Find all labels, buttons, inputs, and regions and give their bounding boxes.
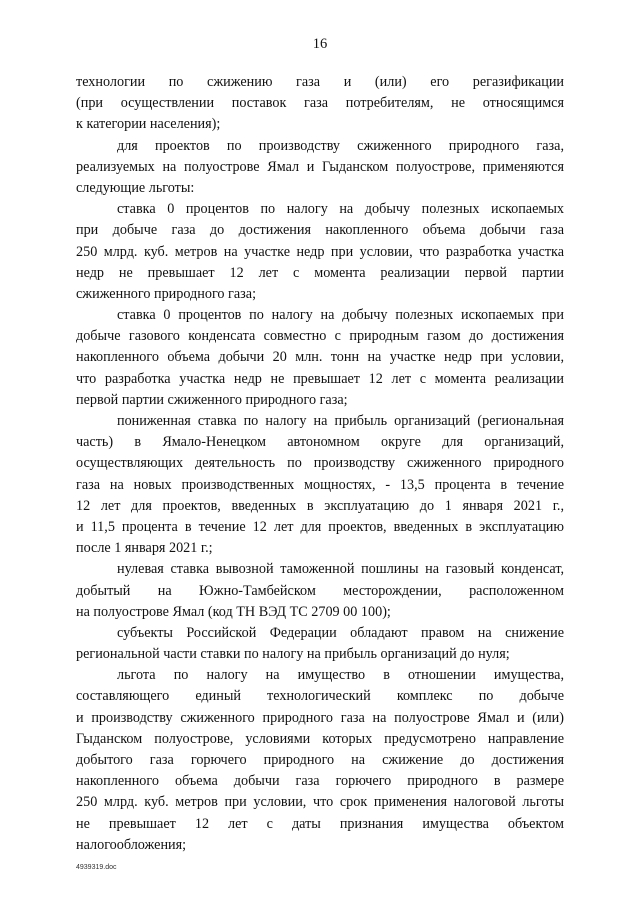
text-line: и производству сжиженного природного газа на полуострове Ямал и (или): [76, 709, 564, 726]
page-number: 16: [312, 36, 328, 52]
text-line: ставка 0 процентов по налогу на добычу полезных ископаемых: [117, 201, 564, 218]
text-line: добыче газового конденсата совместно с природным газом до достижения: [76, 328, 564, 345]
text-line: (при осуществлении поставок газа потребителям, не относящимся: [76, 95, 564, 112]
text-line: Гыданском полуострове, условиями которых предусмотрено направление: [76, 730, 564, 747]
text-line: что разработка участка недр не превышает 12 лет с момента реализации: [76, 370, 564, 387]
text-line: 250 млрд. куб. метров при условии, что срок применения налоговой льготы: [76, 794, 564, 811]
text-line: накопленного объема добычи газа горючего природного в размере: [76, 773, 564, 790]
text-line: ставка 0 процентов по налогу на добычу полезных ископаемых при: [117, 307, 564, 324]
text-line: технологии по сжижению газа и (или) его регазификации: [76, 74, 564, 90]
text-line: при добыче газа до достижения накопленного объема добычи газа: [76, 222, 564, 239]
text-line: льгота по налогу на имущество в отношении имущества,: [117, 667, 564, 684]
footer-filename: 4939319.doc: [76, 864, 117, 871]
text-line: добытый на Южно-Тамбейском месторождении, расположенном: [76, 582, 564, 599]
text-line: после 1 января 2021 г.;: [76, 540, 213, 557]
text-line: региональной части ставки по налогу на прибыль организаций до нуля;: [76, 646, 510, 663]
text-line: к категории населения);: [76, 116, 221, 133]
text-line: недр не превышает 12 лет с момента реализации первой партии: [76, 264, 564, 281]
text-line: следующие льготы:: [76, 179, 195, 196]
text-line: пониженная ставка по налогу на прибыль организаций (региональная: [117, 413, 564, 429]
text-line: первой партии сжиженного природного газа;: [76, 391, 348, 408]
text-line: субъекты Российской Федерации обладают правом на снижение: [117, 624, 564, 641]
text-line: газа на новых производственных мощностях, - 13,5 процента в течение: [76, 476, 564, 493]
text-line: нулевая ставка вывозной таможенной пошлины на газовый конденсат,: [117, 561, 564, 578]
text-line: составляющего единый технологический комплекс по добыче: [76, 688, 564, 705]
text-line: добытого газа горючего природного на сжижение до достижения: [76, 752, 564, 768]
text-line: на полуострове Ямал (код ТН ВЭД ТС 2709 00 100);: [76, 603, 391, 620]
text-line: 250 млрд. куб. метров на участке недр при условии, что разработка участка: [76, 243, 564, 260]
text-line: сжиженного природного газа;: [76, 285, 257, 302]
text-line: реализуемых на полуострове Ямал и Гыданском полуострове, применяются: [76, 158, 564, 175]
text-line: не превышает 12 лет с даты признания имущества объектом: [76, 815, 564, 832]
text-line: налогообложения;: [76, 836, 187, 853]
text-line: 12 лет для проектов, введенных в эксплуатацию до 1 января 2021 г.,: [76, 497, 564, 514]
text-line: накопленного объема добычи 20 млн. тонн на участке недр при условии,: [76, 349, 564, 366]
text-line: для проектов по производству сжиженного природного газа,: [117, 137, 564, 154]
text-line: осуществляющих деятельность по производству сжиженного природного: [76, 455, 564, 472]
text-line: часть) в Ямало-Ненецком автономном округе для организаций,: [76, 434, 564, 451]
text-line: и 11,5 процента в течение 12 лет для проектов, введенных в эксплуатацию: [76, 518, 564, 535]
document-body: [76, 72, 564, 856]
